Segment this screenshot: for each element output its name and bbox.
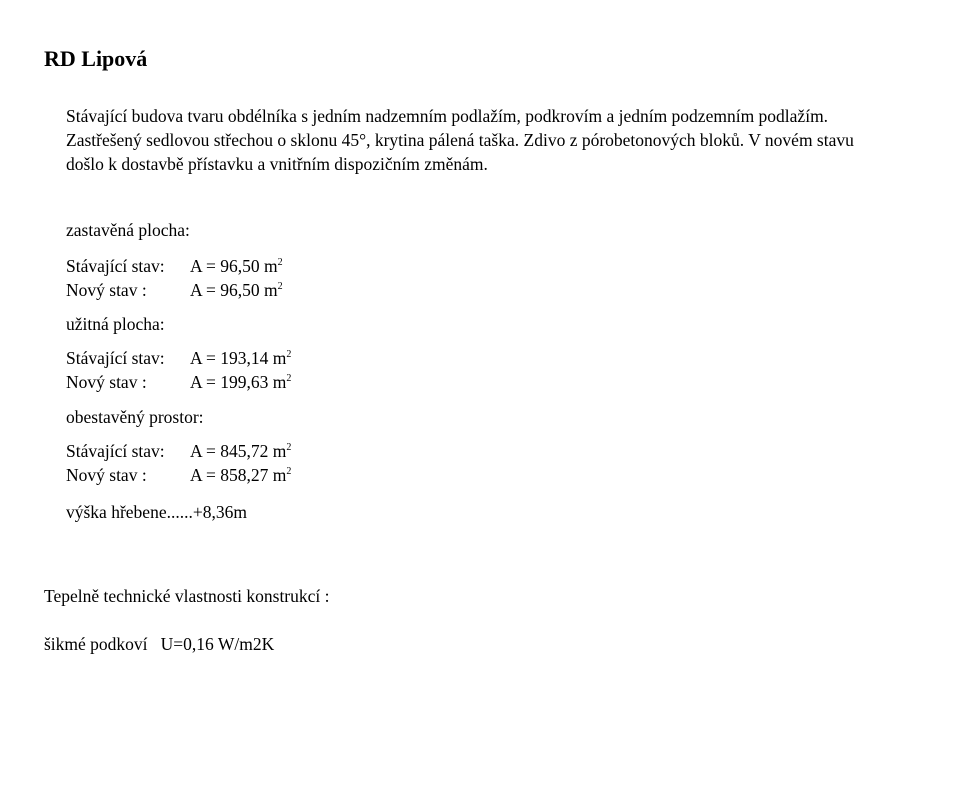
enclosed-space-new-row (66, 463, 291, 487)
new-state-label: Nový stav : (66, 465, 147, 485)
thermal-heading: Tepelně technické vlastnosti konstrukcí : (44, 586, 330, 606)
built-up-area-new-value: A = 96,50 m (190, 280, 278, 300)
new-state-label: Nový stav : (66, 280, 147, 300)
unit-superscript: 2 (286, 442, 292, 453)
current-state-label: Stávající stav: (66, 256, 165, 276)
enclosed-space-current-value: A = 845,72 m (190, 441, 287, 461)
unit-superscript: 2 (277, 257, 283, 268)
new-state-label: Nový stav : (66, 372, 147, 392)
enclosed-space-label: obestavěný prostor: (66, 407, 204, 427)
current-state-label: Stávající stav: (66, 348, 165, 368)
unit-superscript: 2 (277, 281, 283, 292)
built-up-area-current-row (66, 254, 283, 278)
enclosed-space-new-value: A = 858,27 m (190, 465, 287, 485)
building-description: Stávající budova tvaru obdélníka s jedním nadzemním podlažím, podkrovím a jedním podzemním podlažím. Zastřešený sedlovou střechou o sklonu 45°, krytina pálená taška. Zdivo z pórobetonových bloků. V novém stavu došlo k dostavbě přístavku a vnitřním dispozičním změnám. (66, 106, 854, 174)
built-up-area-current-value: A = 96,50 m (190, 256, 278, 276)
current-state-label: Stávající stav: (66, 441, 165, 461)
built-up-area-new-row (66, 278, 283, 302)
usable-area-new-row (66, 370, 291, 394)
usable-area-current-row (66, 346, 291, 370)
usable-area-current-value: A = 193,14 m (190, 348, 287, 368)
usable-area-new-value: A = 199,63 m (190, 372, 287, 392)
unit-superscript: 2 (286, 349, 292, 360)
usable-area-label: užitná plocha: (66, 314, 165, 334)
page-title: RD Lipová (44, 46, 148, 71)
enclosed-space-current-row (66, 439, 291, 463)
roof-u-value: šikmé podkoví U=0,16 W/m2K (44, 634, 275, 654)
unit-superscript: 2 (286, 466, 292, 477)
built-up-area-label: zastavěná plocha: (66, 220, 190, 240)
ridge-height: výška hřebene......+8,36m (66, 502, 247, 522)
unit-superscript: 2 (286, 373, 292, 384)
